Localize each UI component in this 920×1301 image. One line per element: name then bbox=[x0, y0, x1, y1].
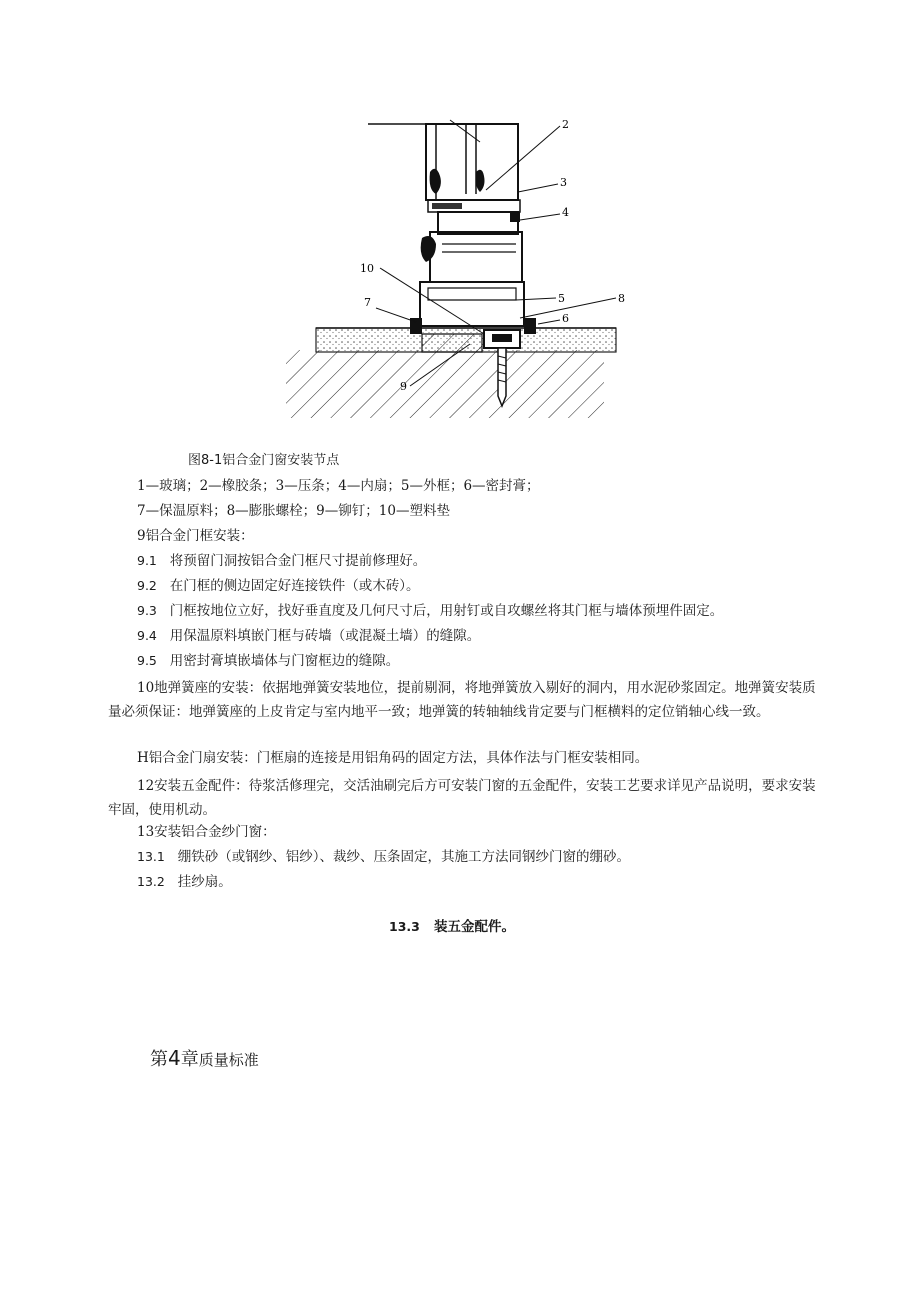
callout-8: 8 bbox=[618, 292, 625, 305]
item-number: 9.5 bbox=[137, 653, 157, 668]
paragraph-11: H铝合金门扇安装：门框扇的连接是用铝角码的固定方法，具体作法与门框安装相同。 bbox=[137, 750, 649, 766]
callout-9: 9 bbox=[400, 380, 407, 393]
item-text: 门框按地位立好，找好垂直度及几何尺寸后，用射钉或自攻螺丝将其门框与墙体预埋件固定。 bbox=[169, 603, 724, 619]
item-text: 装五金配件。 bbox=[433, 919, 515, 935]
callout-7: 7 bbox=[364, 296, 371, 309]
section-9-2 bbox=[137, 577, 420, 595]
chapter-suffix: 章 bbox=[180, 1049, 199, 1070]
item-number: 9.4 bbox=[137, 628, 157, 643]
paragraph-12: 12安装五金配件：待浆活修理完，交活油刷完后方可安装门窗的五金配件，安装工艺要求详见产品说明，要求安装牢固，使用机动。 bbox=[108, 778, 816, 818]
item-number: 13.2 bbox=[137, 874, 165, 889]
callout-10: 10 bbox=[360, 262, 374, 275]
legend-line-2: 7—保温原料；8—膨胀螺栓；9—铆钉；10—塑料垫 bbox=[137, 503, 450, 519]
section-13-3 bbox=[389, 918, 515, 936]
item-number: 13.3 bbox=[389, 919, 420, 934]
ground-hatch bbox=[286, 350, 604, 418]
item-text: 将预留门洞按铝合金门框尺寸提前修理好。 bbox=[169, 553, 427, 569]
section-9-heading: 9铝合金门框安装： bbox=[137, 528, 254, 544]
chapter-heading bbox=[150, 1045, 259, 1071]
chapter-prefix: 第 bbox=[150, 1049, 168, 1070]
chapter-title: 质量标准 bbox=[198, 1051, 259, 1069]
section-13-2 bbox=[137, 873, 232, 891]
section-9-1 bbox=[137, 552, 426, 570]
item-text: 在门框的侧边固定好连接铁件（或木砖）。 bbox=[169, 578, 420, 594]
sealant-right bbox=[524, 318, 536, 334]
item-text: 绷铁砂（或钢纱、铝纱）、裁纱、压条固定，其施工方法同钢纱门窗的绷砂。 bbox=[177, 849, 630, 865]
item-number: 9.1 bbox=[137, 553, 157, 568]
item-number: 9.2 bbox=[137, 578, 157, 593]
legend-line-1: 1—玻璃；2—橡胶条；3—压条；4—内扇；5—外框；6—密封膏； bbox=[137, 478, 540, 494]
item-text: 用保温原料填嵌门框与砖墙（或混凝土墙）的缝隙。 bbox=[169, 628, 481, 644]
callout-5: 5 bbox=[558, 292, 565, 305]
section-9-3 bbox=[137, 602, 723, 620]
section-13-1 bbox=[137, 848, 630, 866]
installation-node-figure bbox=[280, 112, 640, 422]
section-13-heading: 13安装铝合金纱门窗： bbox=[137, 824, 276, 840]
callout-6: 6 bbox=[562, 312, 569, 325]
paragraph-10: 10地弹簧座的安装：依据地弹簧安装地位，提前剔洞，将地弹簧放入剔好的洞内，用水泥砂浆固定。地弹簧安装质量必须保证：地弹簧座的上皮肯定与室内地平一致；地弹簧的转轴轴线肯定要与门框横料的定位销轴心线一致。 bbox=[108, 680, 816, 720]
item-number: 13.1 bbox=[137, 849, 165, 864]
item-text: 挂纱扇。 bbox=[177, 874, 232, 890]
callout-4: 4 bbox=[562, 206, 569, 219]
callout-2: 2 bbox=[562, 118, 569, 131]
section-9-5 bbox=[137, 652, 399, 670]
chapter-number: 4 bbox=[168, 1046, 181, 1070]
section-9-4 bbox=[137, 627, 480, 645]
figure-caption: 图8-1铝合金门窗安装节点 bbox=[188, 453, 340, 468]
item-text: 用密封膏填嵌墙体与门窗框边的缝隙。 bbox=[169, 653, 400, 669]
callout-3: 3 bbox=[560, 176, 567, 189]
item-number: 9.3 bbox=[137, 603, 157, 618]
